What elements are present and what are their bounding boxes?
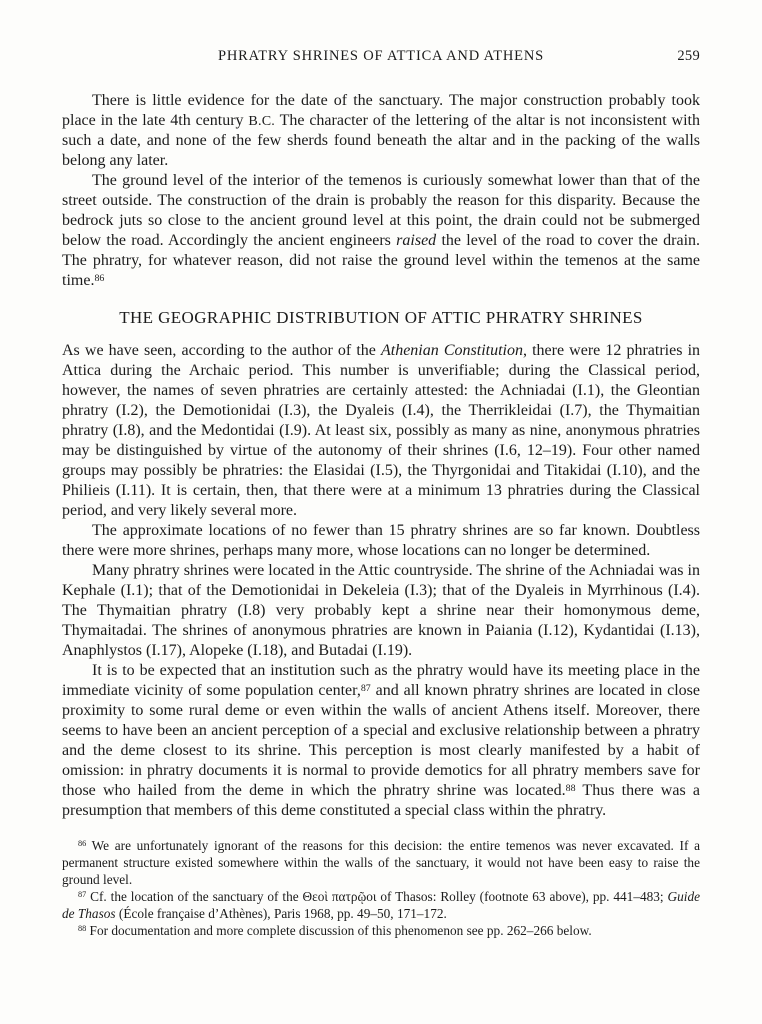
paragraph-countryside-shrines: Many phratry shrines were located in the Attic countryside. The shrine of the Achniadai was in Kephale (I.1); that of the Demotionidai in Dekeleia (I.3); that of the Dyaleis in Myrrhinous (I.4). The Thymaitian phratry (I.8) very probably kept a shrine near their homonymous deme, Thymaitadai. The shrines of anonymous phratries are known in Paiania (I.12), Kydantidai (I.13), Anaphlystos (I.17), Alopeke (I.18), and Butadai (I.19). [62, 562, 700, 659]
paragraph-phratry-names: As we have seen, according to the author of the Athenian Constitution, there were 12 phratries in Attica during the Archaic period. This number is unverifiable; during the Classical period, however, the names of seven phratries are certainly attested: the Achniadai (I.1), the Gleontian phratry (I.2), the Demotionidai (I.3), the Dyaleis (I.4), the Therrikleidai (I.7), the Thymaitian phratry (I.8), and the Medontidai (I.9). At least six, possibly as many as nine, anonymous phratries may be distinguished by virtue of the autonomy of their shrines (I.6, 12–19). Four other named groups may possibly be phratries: the Elasidai (I.5), the Thyrgonidai and Titakidai (I.10), and the Philieis (I.11). It is certain, then, that there were at a minimum 13 phratries during the Classical period, and very likely several more. [62, 342, 701, 519]
page-number: 259 [677, 48, 700, 64]
paragraph-ground-level: The ground level of the interior of the temenos is curiously somewhat lower than that of the street outside. The construction of the drain is probably the reason for this disparity. Because the bedrock juts so close to the ancient ground level at this point, the drain could not be submerged below the road. Accordingly the ancient engineers raised the level of the road to cover the drain. The phratry, for whatever reason, did not raise the ground level within the temenos at the same time.$^{86}$ [62, 172, 701, 289]
running-head-title: PHRATRY SHRINES OF ATTICA AND ATHENS [218, 48, 544, 64]
running-head [62, 48, 700, 65]
footnote-86: $^{86}$ We are unfortunately ignorant of the reasons for this decision: the entire temenos was never excavated. If a permanent structure existed somewhere within the walls of the sanctuary, it would not have been easy to raise the ground level. [62, 838, 700, 887]
paragraph-sanctuary-date: There is little evidence for the date of the sanctuary. The major construction probably took place in the late 4th century B.C. The character of the lettering of the altar is not inconsistent with such a date, and none of the few sherds found beneath the altar and in the packing of the walls belong any later. [62, 92, 700, 169]
section-heading: THE GEOGRAPHIC DISTRIBUTION OF ATTIC PHRATRY SHRINES [119, 308, 643, 327]
footnote-87: $^{87}$ Cf. the location of the sanctuary of the Θεοὶ πατρῷοι of Thasos: Rolley (footnote 63 above), pp. 441–483; Guide de Thasos (École française d’Athènes), Paris 1968, pp. 49–50, 171–172. [62, 889, 700, 921]
article-body [62, 91, 700, 821]
paragraph-shrine-locations-count: The approximate locations of no fewer than 15 phratry shrines are so far known. Doubtless there were more shrines, perhaps many more, whose locations can no longer be determined. [62, 522, 700, 559]
footnotes-section [62, 837, 700, 939]
paragraph-meeting-place: It is to be expected that an institution such as the phratry would have its meeting place in the immediate vicinity of some population center,$^{87}$ and all known phratry shrines are located in close proximity to some rural deme or even within the walls of ancient Athens itself. Moreover, there seems to have been an ancient perception of a special and exclusive relationship between a phratry and the deme closest to its shrine. This perception is most clearly manifested by a habit of omission: in phratry documents it is normal to provide demotics for all phratry members save for those who hailed from the deme in which the phratry shrine was located.$^{88}$ Thus there was a presumption that members of this deme constituted a special class within the phratry. [62, 662, 700, 819]
footnote-88: $^{88}$ For documentation and more complete discussion of this phenomenon see pp. 262–266 below. [78, 923, 592, 938]
